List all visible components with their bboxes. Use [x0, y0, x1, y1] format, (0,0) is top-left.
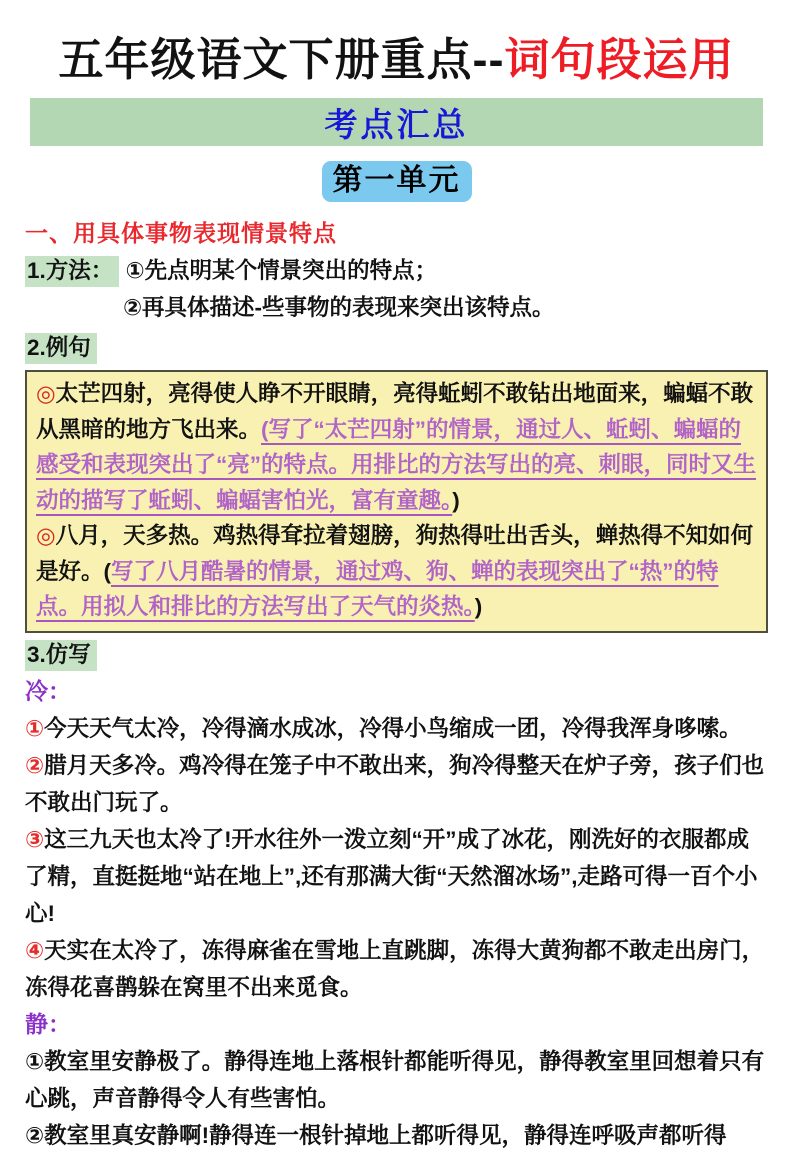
method-label: 1.方法： [25, 256, 119, 287]
unit-row [25, 161, 768, 202]
bullseye-bullet-icon: ◎ [36, 523, 56, 548]
title-main: 五年级语文下册重点-- [58, 34, 505, 85]
example-sentence-1 [36, 376, 757, 518]
circled-number-icon: ① [25, 1048, 45, 1074]
example-sentence-2 [36, 518, 757, 625]
page-title [25, 32, 768, 88]
examples-label: 2.例句 [25, 333, 97, 364]
example-2-text: 八月，天多热。鸡热得耷拉着翅膀，狗热得吐出舌头，蝉热得不知如何是好。( [36, 523, 754, 584]
method-item-1: ①先点明某个情景突出的特点； [125, 258, 438, 283]
bullseye-bullet-icon: ◎ [36, 381, 56, 406]
examples-box [25, 370, 768, 633]
method-line-2 [123, 289, 768, 326]
method-line-1 [25, 252, 768, 289]
example-1-analysis: (写了“太芒四射”的情景，通过人、蚯蚓、蝙蝠的感受和表现突出了“亮”的特点。用排比的方法写出的亮、刺眼，同时又生动的描写了蚯蚓、蝙蝠害怕光，富有童趣。 [36, 416, 757, 513]
quiet-item-1-text: 教室里安静极了。静得连地上落根针都能听得见，静得教室里回想着只有心跳，声音静得令人有些害怕。 [25, 1048, 765, 1111]
cold-category-label: 冷： [25, 677, 71, 704]
circled-number-icon: ③ [25, 826, 45, 852]
circled-number-icon: ① [25, 715, 45, 741]
cold-item-2 [25, 747, 768, 821]
quiet-category-label: 静： [25, 1010, 71, 1037]
cold-item-4 [25, 932, 768, 1006]
cold-item-1 [25, 710, 768, 747]
cold-item-4-text: 天实在太冷了，冻得麻雀在雪地上直跳脚，冻得大黄狗都不敢走出房门，冻得花喜鹊躲在窝里不出来觅食。 [25, 937, 765, 1000]
quiet-item-1 [25, 1043, 768, 1117]
cold-item-3 [25, 821, 768, 932]
title-accent: 词句段运用 [504, 34, 735, 85]
example-1-text: 太芒四射，亮得使人睁不开眼睛，亮得蚯蚓不敢钻出地面来，蝙蝠不敢从黑暗的地方飞出来。 [36, 381, 754, 442]
cold-item-2-text: 腊月天多冷。鸡冷得在笼子中不敢出来，狗冷得整天在炉子旁，孩子们也不敢出门玩了。 [25, 752, 765, 815]
imitation-label: 3.仿写 [25, 640, 97, 671]
imitation-label-row [25, 636, 768, 673]
cold-item-1-text: 今天天气太冷，冷得滴水成冰，冷得小鸟缩成一团，冷得我浑身哆嗦。 [44, 715, 742, 741]
circled-number-icon: ④ [25, 937, 45, 963]
unit-badge: 第一单元 [322, 161, 472, 202]
cold-item-3-text: 这三九天也太冷了!开水往外一泼立刻“开”成了冰花，刚洗好的衣服都成了精，直挺挺地“站在地上”,还有那满大街“天然溜冰场”,走路可得一百个小心! [25, 826, 758, 926]
document-page [0, 32, 793, 1154]
example-2-analysis: 写了八月酷暑的情景，通过鸡、狗、蝉的表现突出了“热”的特点。用拟人和排比的方法写出了天气的炎热。 [36, 558, 719, 619]
circled-number-icon: ② [25, 1122, 45, 1148]
quiet-item-2 [25, 1117, 768, 1154]
example-2-close-paren: ) [474, 594, 483, 619]
section-heading: 一、用具体事物表现情景特点 [25, 220, 337, 246]
circled-number-icon: ② [25, 752, 45, 778]
exam-points-banner [30, 98, 763, 146]
example-1-close-paren: ) [452, 487, 460, 513]
quiet-item-2-text: 教室里真安静啊!静得连一根针掉地上都听得见，静得连呼吸声都听得 [44, 1122, 727, 1148]
banner-text: 考点汇总 [324, 105, 469, 143]
method-item-2: ②再具体描述-些事物的表现来突出该特点。 [123, 295, 555, 320]
examples-label-row [25, 329, 768, 366]
